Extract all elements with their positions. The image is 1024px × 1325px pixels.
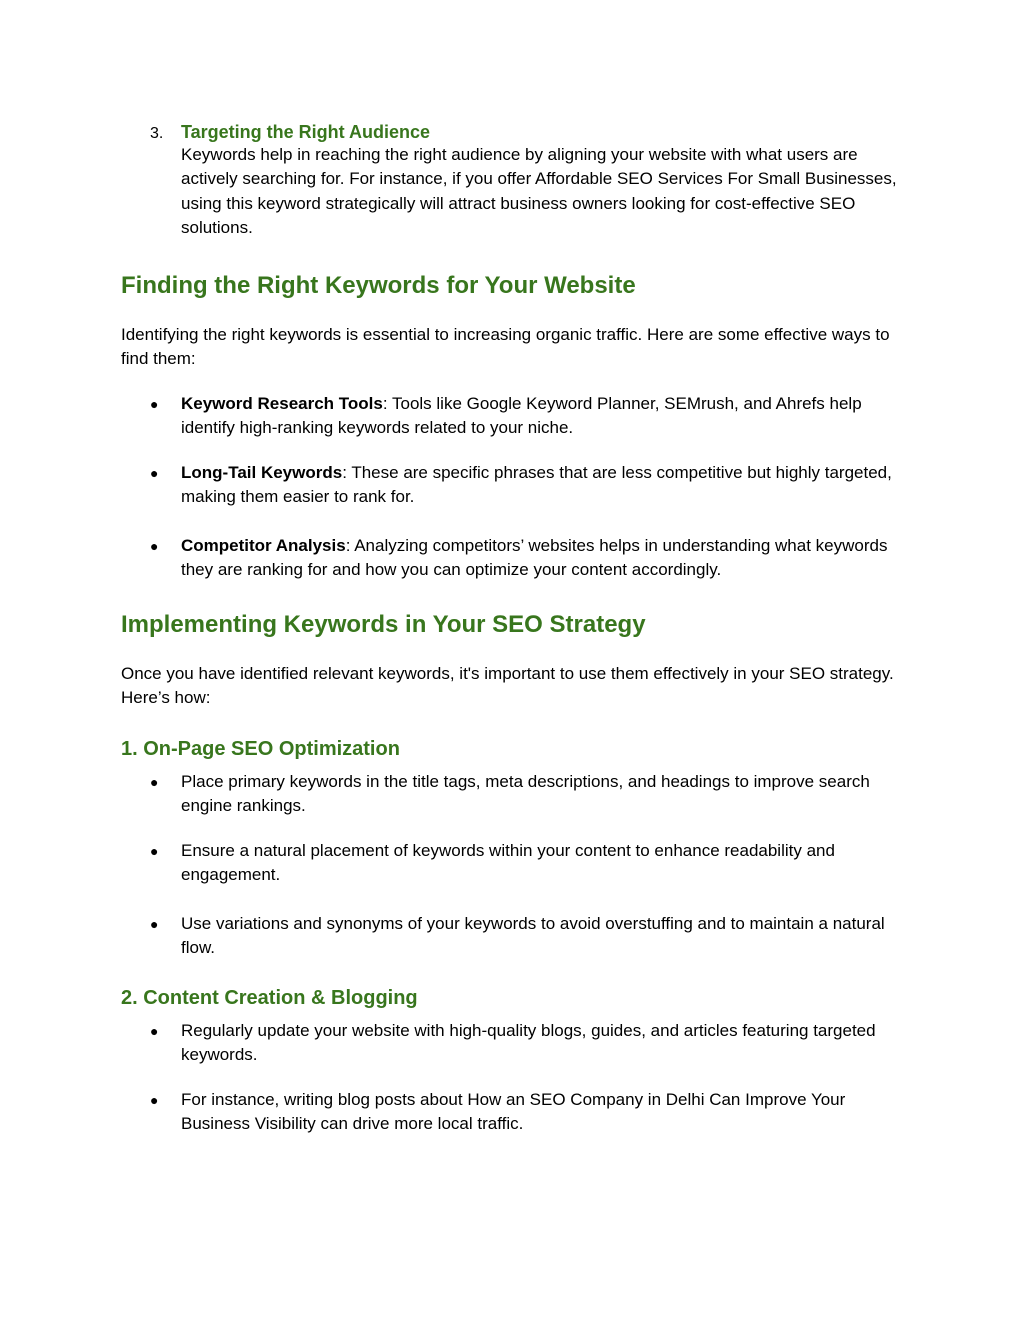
bullet-text: Ensure a natural placement of keywords within your content to enhance readability and engagement. xyxy=(181,841,835,885)
bullet-text: For instance, writing blog posts about How an SEO Company in Delhi Can Improve Your Business Visibility can drive more local traffic. xyxy=(181,1090,846,1134)
bullet-glyph: ● xyxy=(150,774,159,790)
bullet-term: Keyword Research Tools xyxy=(181,394,383,413)
bullet-glyph: ● xyxy=(150,1092,159,1108)
bullet-text: Use variations and synonyms of your keywords to avoid overstuffing and to maintain a natural flow. xyxy=(181,914,885,958)
bullet-glyph: ● xyxy=(150,538,159,554)
section-heading-implementing-keywords: Implementing Keywords in Your SEO Strategy xyxy=(121,611,646,638)
bullet-text: : These are specific phrases that are less competitive but highly targeted, making them easier to rank for. xyxy=(181,463,892,507)
bullet-glyph: ● xyxy=(150,465,159,481)
bullet-text: Place primary keywords in the title tags, meta descriptions, and headings to improve search engine rankings. xyxy=(181,772,870,816)
bullet-glyph: ● xyxy=(150,843,159,859)
subheading-onpage-seo: 1. On-Page SEO Optimization xyxy=(121,738,400,760)
list-item xyxy=(150,770,910,819)
bullet-text: : Analyzing competitors’ websites helps in understanding what keywords they are ranking for and how you can optimize your content accordingly. xyxy=(181,536,888,580)
paragraph-finding-intro: Identifying the right keywords is essential to increasing organic traffic. Here are some effective ways to find them: xyxy=(121,325,890,369)
list-number: 3. xyxy=(150,125,164,142)
list-item xyxy=(150,912,910,961)
numbered-item-targeting-audience xyxy=(150,121,910,241)
list-item xyxy=(150,1019,910,1068)
bullet-term: Long-Tail Keywords xyxy=(181,463,343,482)
section-heading-finding-keywords: Finding the Right Keywords for Your Website xyxy=(121,272,636,299)
paragraph-implementing-intro: Once you have identified relevant keywords, it's important to use them effectively in your SEO strategy. Here’s how: xyxy=(121,664,894,708)
bullet-term: Competitor Analysis xyxy=(181,536,346,555)
list-item xyxy=(150,461,910,510)
list-item xyxy=(150,1088,910,1137)
subheading-content-creation: 2. Content Creation & Blogging xyxy=(121,987,418,1009)
bullet-glyph: ● xyxy=(150,916,159,932)
list-item xyxy=(150,839,910,888)
bullet-text: Regularly update your website with high-quality blogs, guides, and articles featuring targeted keywords. xyxy=(181,1021,876,1065)
list-item xyxy=(150,534,910,583)
item-text: Keywords help in reaching the right audience by aligning your website with what users are actively searching for. For instance, if you offer Affordable SEO Services For Small Businesses, using this keyword strategically will attract business owners looking for cost-effective SEO solutions. xyxy=(181,145,897,238)
bullet-glyph: ● xyxy=(150,396,159,412)
list-item xyxy=(150,392,910,441)
bullet-glyph: ● xyxy=(150,1023,159,1039)
bullet-text: : Tools like Google Keyword Planner, SEMrush, and Ahrefs help identify high-ranking keywords related to your niche. xyxy=(181,394,862,438)
item-title: Targeting the Right Audience xyxy=(181,122,431,142)
